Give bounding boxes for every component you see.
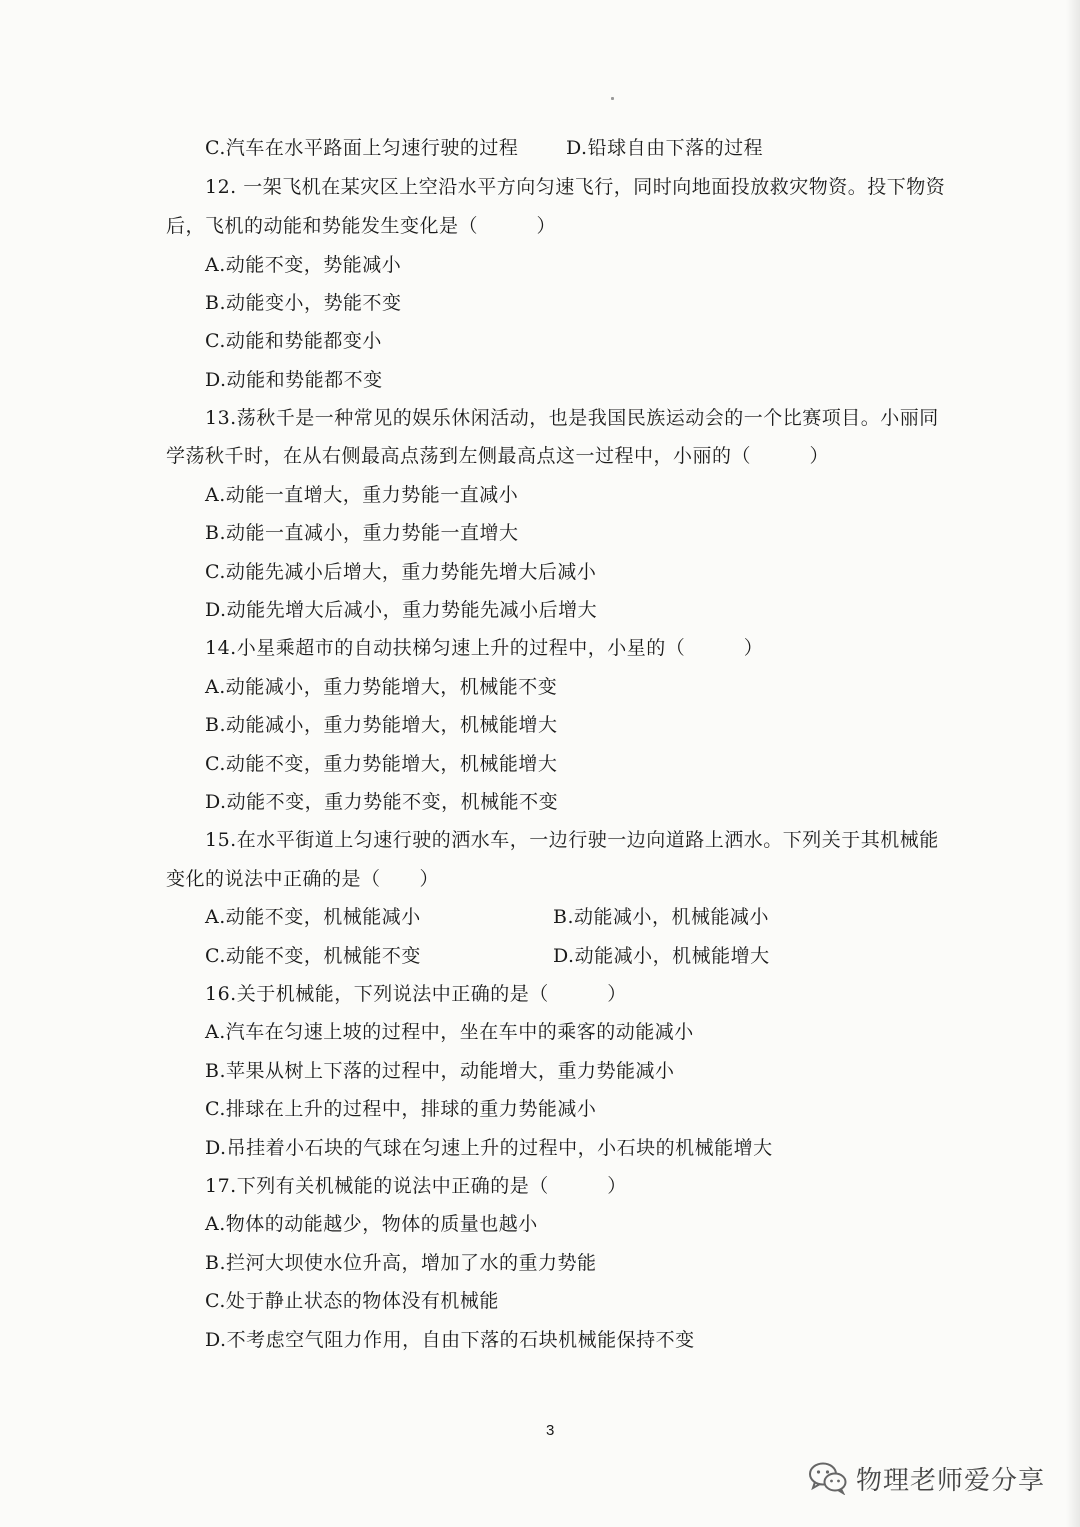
q11-option-d: D.铅球自由下落的过程 (566, 137, 764, 159)
q16-option-a: A.汽车在匀速上坡的过程中，坐在车中的乘客的动能减小 (205, 1021, 694, 1043)
q12-option-d: D.动能和势能都不变 (205, 369, 383, 391)
q16-option-c: C.排球在上升的过程中，排球的重力势能减小 (205, 1098, 597, 1120)
q16-option-d: D.吊挂着小石块的气球在匀速上升的过程中，小石块的机械能增大 (205, 1137, 773, 1159)
q14-option-b: B.动能减小，重力势能增大，机械能增大 (205, 714, 558, 736)
page-number: 3 (546, 1422, 555, 1439)
q15-option-c: C.动能不变，机械能不变 (205, 945, 421, 967)
q11-option-c: C.汽车在水平路面上匀速行驶的过程 (205, 137, 519, 159)
q12-option-a: A.动能不变，势能减小 (205, 254, 402, 276)
q16-option-b: B.苹果从树上下落的过程中，动能增大，重力势能减小 (205, 1060, 675, 1082)
q17-option-a: A.物体的动能越少，物体的质量也越小 (205, 1213, 538, 1235)
q15-stem-line1: 15.在水平街道上匀速行驶的洒水车，一边行驶一边向道路上洒水。下列关于其机械能 (205, 829, 939, 851)
wechat-icon (808, 1461, 848, 1495)
q17-option-b: B.拦河大坝使水位升高，增加了水的重力势能 (205, 1252, 597, 1274)
q12-stem-line1: 12. 一架飞机在某灾区上空沿水平方向匀速飞行，同时向地面投放救灾物资。投下物资 (205, 176, 946, 198)
q13-option-d: D.动能先增大后减小，重力势能先减小后增大 (205, 599, 598, 621)
q14-option-d: D.动能不变，重力势能不变，机械能不变 (205, 791, 559, 813)
q12-option-c: C.动能和势能都变小 (205, 330, 382, 352)
q13-option-a: A.动能一直增大，重力势能一直减小 (205, 484, 519, 506)
q15-option-b: B.动能减小，机械能减小 (553, 906, 770, 928)
q15-stem-line2: 变化的说法中正确的是（ ） (166, 868, 440, 890)
q13-option-b: B.动能一直减小，重力势能一直增大 (205, 522, 519, 544)
page-edge-shadow (1066, 0, 1080, 1527)
watermark (808, 1456, 1045, 1500)
q14-option-c: C.动能不变，重力势能增大，机械能增大 (205, 753, 558, 775)
q14-stem: 14.小星乘超市的自动扶梯匀速上升的过程中，小星的（ ） (205, 637, 764, 659)
scan-speck (611, 97, 614, 100)
q12-option-b: B.动能变小，势能不变 (205, 292, 402, 314)
q13-stem-line2: 学荡秋千时，在从右侧最高点荡到左侧最高点这一过程中，小丽的（ ） (166, 445, 830, 467)
q13-stem-line1: 13.荡秋千是一种常见的娱乐休闲活动，也是我国民族运动会的一个比赛项目。小丽同 (205, 407, 939, 429)
q16-stem: 16.关于机械能，下列说法中正确的是（ ） (205, 983, 627, 1005)
q14-option-a: A.动能减小，重力势能增大，机械能不变 (205, 676, 558, 698)
q17-option-c: C.处于静止状态的物体没有机械能 (205, 1290, 499, 1312)
watermark-text: 物理老师爱分享 (856, 1465, 1046, 1496)
q12-stem-line2: 后，飞机的动能和势能发生变化是（ ） (166, 215, 557, 237)
q13-option-c: C.动能先减小后增大，重力势能先增大后减小 (205, 561, 597, 583)
q17-option-d: D.不考虑空气阻力作用，自由下落的石块机械能保持不变 (205, 1329, 695, 1351)
q15-option-d: D.动能减小，机械能增大 (553, 945, 770, 967)
q15-option-a: A.动能不变，机械能减小 (205, 906, 421, 928)
q17-stem: 17.下列有关机械能的说法中正确的是（ ） (205, 1175, 627, 1197)
